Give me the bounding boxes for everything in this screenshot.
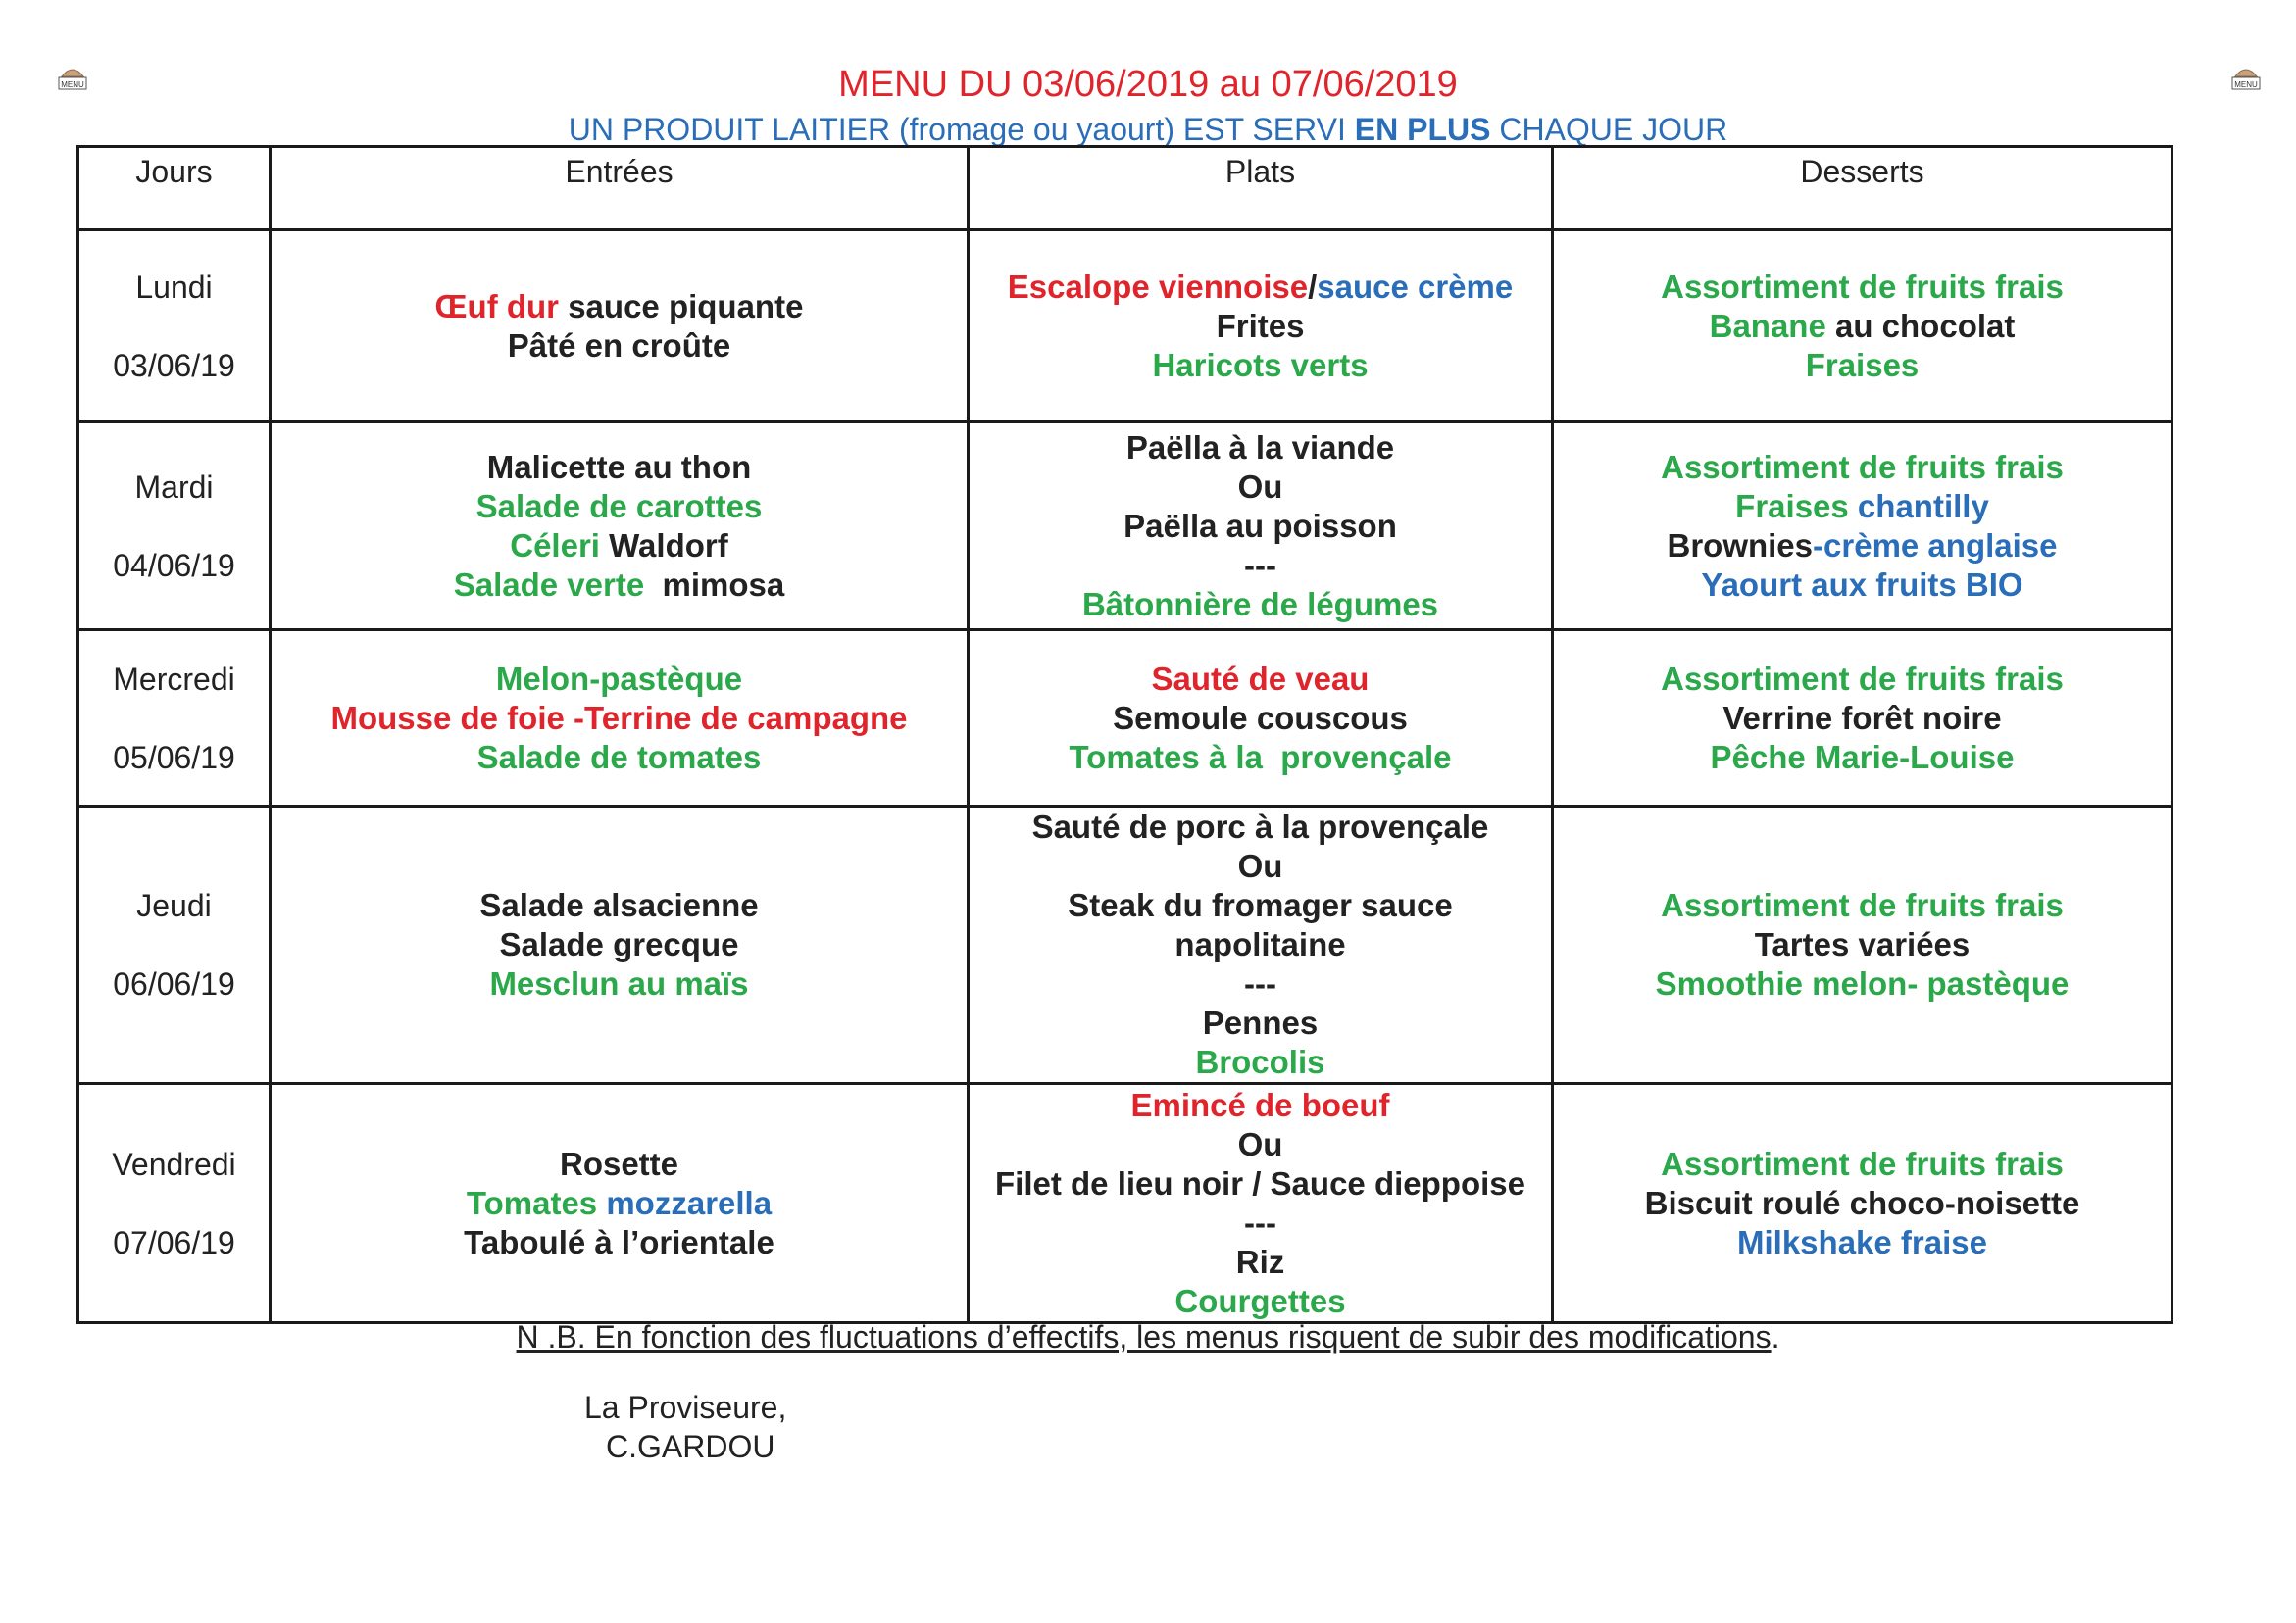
entrees-cell (271, 807, 969, 1084)
dish-line (970, 507, 1551, 546)
page-title: MENU DU 03/06/2019 au 07/06/2019 (838, 64, 1458, 105)
dish-text: Salade verte (453, 566, 645, 603)
dish-line (970, 1086, 1551, 1125)
header-desserts: Desserts (1553, 147, 2172, 230)
dish-text: Assortiment de fruits frais (1661, 660, 2064, 697)
dish-text: Semoule couscous (1113, 699, 1408, 736)
entrees-cell (271, 230, 969, 422)
dish-line (1554, 660, 2171, 699)
day-name: Lundi (135, 269, 213, 305)
dish-text: Taboulé à l’orientale (464, 1223, 774, 1260)
dish-text: / (1308, 268, 1318, 305)
signature (584, 1388, 786, 1466)
day-row (78, 630, 2172, 807)
entrees-cell (271, 630, 969, 807)
day-cell (78, 807, 271, 1084)
dish-text: Céleri (510, 526, 600, 564)
dish-line (1554, 738, 2171, 777)
dish-line (272, 287, 967, 326)
dish-text: Pâté en croûte (507, 326, 731, 364)
day-date: 07/06/19 (113, 1224, 235, 1260)
entrees-cell (271, 1084, 969, 1323)
dish-text: Assortiment de fruits frais (1661, 887, 2064, 923)
day-cell (78, 422, 271, 630)
dish-text: Ou (1237, 1125, 1283, 1162)
dish-line (272, 487, 967, 526)
dish-text: chantilly (1848, 487, 1989, 524)
dish-line (970, 346, 1551, 385)
footnote-text: N .B. En fonction des fluctuations d’effectifs, les menus risquent de subir des modifications (516, 1319, 1772, 1354)
day-date: 04/06/19 (113, 547, 235, 583)
header-row (78, 147, 2172, 230)
plats-cell (969, 807, 1553, 1084)
dish-text: --- (1244, 965, 1276, 1002)
page-subtitle (0, 110, 2296, 149)
entrees-cell (271, 422, 969, 630)
dish-line (272, 738, 967, 777)
day-name: Vendredi (112, 1146, 236, 1182)
desserts-cell (1553, 807, 2172, 1084)
dish-text: Salade de tomates (476, 738, 762, 775)
dish-text: Ou (1237, 467, 1283, 505)
header-plats: Plats (969, 147, 1553, 230)
dish-text: Tomates à la provençale (1069, 738, 1452, 775)
dish-line (1554, 268, 2171, 307)
dish-text: Assortiment de fruits frais (1661, 1145, 2064, 1182)
dish-line (970, 467, 1551, 507)
dish-text: Biscuit roulé choco-noisette (1644, 1184, 2080, 1221)
dish-line (970, 1243, 1551, 1282)
day-row (78, 230, 2172, 422)
menu-body (78, 230, 2172, 1323)
header-jours: Jours (78, 147, 271, 230)
dish-text: Yaourt aux fruits BIO (1701, 566, 2023, 603)
dish-line (970, 1282, 1551, 1321)
dish-text: Tartes variées (1754, 926, 1971, 962)
dish-line (970, 660, 1551, 699)
dish-text: Smoothie melon- pastèque (1655, 965, 2070, 1002)
desserts-cell (1553, 422, 2172, 630)
dish-line (1554, 925, 2171, 964)
dish-line (1554, 346, 2171, 385)
desserts-cell (1553, 1084, 2172, 1323)
day-name: Mercredi (113, 661, 235, 697)
dish-line (970, 428, 1551, 467)
header-entrees: Entrées (271, 147, 969, 230)
dish-line (970, 925, 1551, 964)
day-row (78, 422, 2172, 630)
dish-line (1554, 1145, 2171, 1184)
dish-text: Sauté de porc à la provençale (1031, 809, 1489, 845)
dish-text: Riz (1235, 1243, 1285, 1280)
dish-line (1554, 487, 2171, 526)
dish-text: Rosette (559, 1145, 679, 1182)
dish-line (970, 546, 1551, 585)
day-cell (78, 630, 271, 807)
dish-line (970, 1204, 1551, 1243)
dish-line (272, 660, 967, 699)
dish-text: Steak du fromager sauce (1068, 887, 1453, 923)
dish-text: mozzarella (597, 1184, 773, 1221)
day-name: Mardi (134, 468, 214, 505)
day-cell (78, 230, 271, 422)
dish-line (970, 585, 1551, 624)
subtitle-part-3: CHAQUE JOUR (1490, 112, 1728, 147)
dish-line (1554, 964, 2171, 1004)
dish-text: Ou (1237, 848, 1283, 884)
dish-line (1554, 886, 2171, 925)
dish-line (970, 808, 1551, 847)
dish-text: Frites (1216, 307, 1305, 344)
dish-line (970, 886, 1551, 925)
dish-text: Courgettes (1174, 1282, 1346, 1319)
dish-text: Sauté de veau (1151, 660, 1370, 697)
day-row (78, 807, 2172, 1084)
plats-cell (969, 230, 1553, 422)
dish-text: Brocolis (1195, 1044, 1325, 1080)
dish-text: Emincé de boeuf (1130, 1086, 1390, 1123)
dish-text: --- (1244, 1204, 1276, 1241)
plats-cell (969, 422, 1553, 630)
dish-text: Pêche Marie-Louise (1710, 738, 2015, 775)
dish-text: Verrine forêt noire (1722, 699, 2002, 736)
dish-line (272, 925, 967, 964)
dish-text: Paëlla à la viande (1125, 428, 1395, 466)
dish-line (272, 566, 967, 605)
dish-text: napolitaine (1174, 926, 1346, 962)
dish-line (272, 1223, 967, 1262)
dish-line (1554, 526, 2171, 566)
dish-line (272, 326, 967, 366)
dish-line (1554, 307, 2171, 346)
plats-cell (969, 630, 1553, 807)
dish-line (1554, 1184, 2171, 1223)
dish-line (1554, 448, 2171, 487)
dish-text: Escalope viennoise (1007, 268, 1309, 305)
dish-line (970, 847, 1551, 886)
dish-line (272, 448, 967, 487)
dish-text: Assortiment de fruits frais (1661, 268, 2064, 305)
dish-text: Malicette (486, 448, 625, 485)
dish-text: Melon-pastèque (495, 660, 743, 697)
dish-line (1554, 566, 2171, 605)
day-row (78, 1084, 2172, 1323)
dish-line (970, 1125, 1551, 1164)
day-cell (78, 1084, 271, 1323)
dish-line (970, 307, 1551, 346)
dish-text: Banane (1709, 307, 1826, 344)
dish-text: mimosa (644, 566, 785, 603)
dish-text: Tomates (466, 1184, 598, 1221)
dish-text: Salade alsacienne (479, 887, 759, 923)
dish-text: Paëlla au poisson (1123, 507, 1397, 544)
dish-text: Mousse de foie -Terrine de campagne (330, 699, 908, 736)
dish-text: au chocolat (1825, 307, 2016, 344)
dish-text: Assortiment de fruits frais (1661, 448, 2064, 485)
menu-table (76, 145, 2173, 1324)
dish-text: Fraises (1805, 346, 1920, 383)
dish-text: -crème anglaise (1813, 526, 2058, 564)
dish-line (970, 1164, 1551, 1204)
dish-text: Fraises (1735, 487, 1849, 524)
footnote-period: . (1771, 1319, 1780, 1354)
day-date: 06/06/19 (113, 966, 235, 1002)
dish-text: Salade de carottes (475, 487, 763, 524)
dish-line (970, 1043, 1551, 1082)
signature-name: C.GARDOU (606, 1429, 775, 1464)
dish-line (272, 526, 967, 566)
dish-line (1554, 1223, 2171, 1262)
dish-text: --- (1244, 546, 1276, 583)
dish-text: Œuf dur (434, 287, 560, 324)
dish-text: Filet de lieu noir / Sauce dieppoise (995, 1164, 1525, 1202)
dish-line (272, 1145, 967, 1184)
dish-line (272, 886, 967, 925)
dish-text: sauce piquante (559, 287, 804, 324)
dish-text: Brownies (1667, 526, 1814, 564)
dish-text: au thon (624, 448, 752, 485)
dish-text: Bâtonnière de légumes (1081, 585, 1439, 622)
dish-line (970, 268, 1551, 307)
dish-line (272, 1184, 967, 1223)
day-name: Jeudi (136, 888, 212, 923)
subtitle-emphasis: EN PLUS (1354, 112, 1491, 147)
dish-text: Milkshake fraise (1737, 1223, 1987, 1260)
dish-line (970, 738, 1551, 777)
dish-line (272, 964, 967, 1004)
dish-line (970, 964, 1551, 1004)
plats-cell (969, 1084, 1553, 1323)
footnote (0, 1317, 2296, 1356)
dish-line (1554, 699, 2171, 738)
dish-text: Waldorf (599, 526, 728, 564)
desserts-cell (1553, 230, 2172, 422)
dish-text: Mesclun au maïs (489, 965, 749, 1002)
dish-line (970, 699, 1551, 738)
day-date: 03/06/19 (113, 347, 235, 383)
day-date: 05/06/19 (113, 739, 235, 775)
logo-text: MENU (2234, 80, 2258, 89)
dish-line (272, 699, 967, 738)
signature-role: La Proviseure, (584, 1390, 787, 1425)
dish-text: sauce crème (1317, 268, 1514, 305)
desserts-cell (1553, 630, 2172, 807)
subtitle-part-1: UN PRODUIT LAITIER (fromage ou yaourt) EST SERVI (568, 112, 1355, 147)
dish-text: Salade grecque (499, 926, 739, 962)
dish-text: Haricots verts (1152, 346, 1369, 383)
dish-text: Pennes (1202, 1005, 1319, 1041)
dish-line (970, 1004, 1551, 1043)
logo-text: MENU (61, 80, 84, 89)
